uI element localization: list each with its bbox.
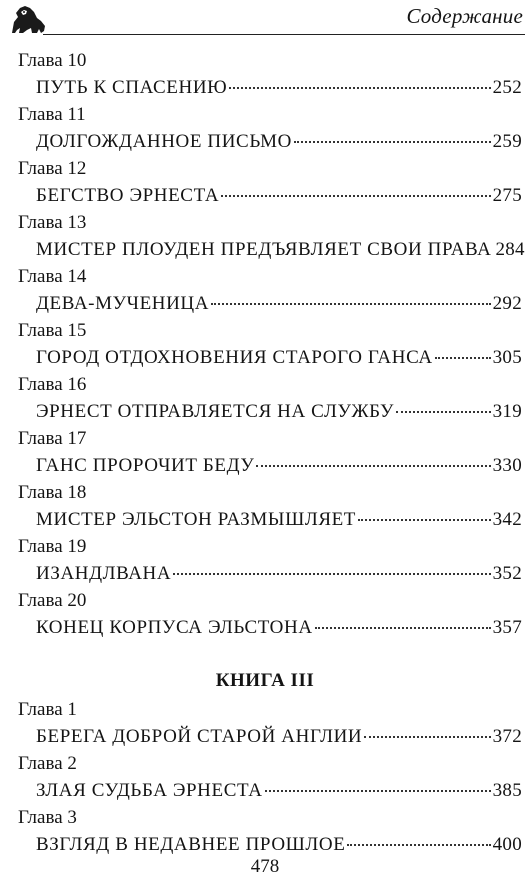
chapter-number: Глава 18 — [18, 482, 87, 503]
entry-title: БЕРЕГА ДОБРОЙ СТАРОЙ АНГЛИИ — [36, 726, 363, 747]
chapter-number: Глава 1 — [18, 699, 77, 720]
toc-entry — [36, 780, 522, 802]
lion-logo-icon — [8, 0, 48, 38]
chapter-number: Глава 3 — [18, 807, 77, 828]
entry-title: БЕГСТВО ЭРНЕСТА — [36, 185, 220, 206]
toc-entry — [36, 293, 522, 315]
entry-page: 284 — [495, 239, 525, 260]
dot-leader — [347, 844, 490, 846]
entry-page: 357 — [492, 617, 522, 638]
page-number: 478 — [250, 856, 280, 877]
chapter-number: Глава 17 — [18, 428, 87, 449]
chapter-number: Глава 20 — [18, 590, 87, 611]
entry-title: МИСТЕР ЭЛЬСТОН РАЗМЫШЛЯЕТ — [36, 509, 357, 530]
entry-page: 400 — [492, 834, 522, 855]
entry-title: МИСТЕР ПЛОУДЕН ПРЕДЪЯВЛЯЕТ СВОИ ПРАВА — [36, 239, 492, 260]
toc-entry — [36, 563, 522, 585]
chapter-number: Глава 10 — [18, 50, 87, 71]
entry-page: 305 — [492, 347, 522, 368]
toc-entry — [36, 239, 525, 261]
entry-page: 372 — [492, 726, 522, 747]
entry-title: ГАНС ПРОРОЧИТ БЕДУ — [36, 455, 255, 476]
entry-page: 292 — [492, 293, 522, 314]
entry-title: ПУТЬ К СПАСЕНИЮ — [36, 77, 228, 98]
running-header — [8, 0, 525, 40]
dot-leader — [315, 627, 491, 629]
chapter-number: Глава 19 — [18, 536, 87, 557]
dot-leader — [229, 87, 490, 89]
entry-page: 252 — [492, 77, 522, 98]
chapter-number: Глава 16 — [18, 374, 87, 395]
chapter-number: Глава 15 — [18, 320, 87, 341]
chapter-number: Глава 2 — [18, 753, 77, 774]
entry-page: 385 — [492, 780, 522, 801]
entry-page: 330 — [492, 455, 522, 476]
toc-entry — [36, 834, 522, 856]
toc-entry — [36, 455, 522, 477]
entry-title: ВЗГЛЯД В НЕДАВНЕЕ ПРОШЛОЕ — [36, 834, 346, 855]
entry-page: 319 — [492, 401, 522, 422]
chapter-number: Глава 11 — [18, 104, 86, 125]
dot-leader — [256, 465, 490, 467]
toc-entry — [36, 726, 522, 748]
toc-entry — [36, 347, 522, 369]
entry-title: ГОРОД ОТДОХНОВЕНИЯ СТАРОГО ГАНСА — [36, 347, 433, 368]
entry-title: ДЕВА-МУЧЕНИЦА — [36, 293, 210, 314]
toc-entry — [36, 509, 522, 531]
dot-leader — [294, 141, 491, 143]
toc-entry — [36, 131, 522, 153]
dot-leader — [221, 195, 490, 197]
toc-entry — [36, 617, 522, 639]
chapter-number: Глава 12 — [18, 158, 87, 179]
entry-page: 352 — [492, 563, 522, 584]
entry-page: 259 — [492, 131, 522, 152]
entry-page: 342 — [492, 509, 522, 530]
entry-title: ЭРНЕСТ ОТПРАВЛЯЕТСЯ НА СЛУЖБУ — [36, 401, 395, 422]
dot-leader — [396, 411, 491, 413]
entry-title: ЗЛАЯ СУДЬБА ЭРНЕСТА — [36, 780, 263, 801]
header-rule — [43, 34, 525, 35]
dot-leader — [364, 736, 490, 738]
toc-entry — [36, 185, 522, 207]
toc-entry — [36, 401, 522, 423]
dot-leader — [265, 790, 491, 792]
entry-title: ИЗАНДЛВАНА — [36, 563, 172, 584]
entry-title: КОНЕЦ КОРПУСА ЭЛЬСТОНА — [36, 617, 313, 638]
entry-title: ДОЛГОЖДАННОЕ ПИСЬМО — [36, 131, 292, 152]
dot-leader — [173, 573, 490, 575]
toc-entry — [36, 77, 522, 99]
dot-leader — [435, 357, 491, 359]
entry-page: 275 — [492, 185, 522, 206]
chapter-number: Глава 14 — [18, 266, 87, 287]
dot-leader — [358, 519, 491, 521]
chapter-number: Глава 13 — [18, 212, 87, 233]
section-title: Содержание — [406, 4, 523, 28]
dot-leader — [211, 303, 491, 305]
book-heading: КНИГА III — [215, 670, 315, 691]
